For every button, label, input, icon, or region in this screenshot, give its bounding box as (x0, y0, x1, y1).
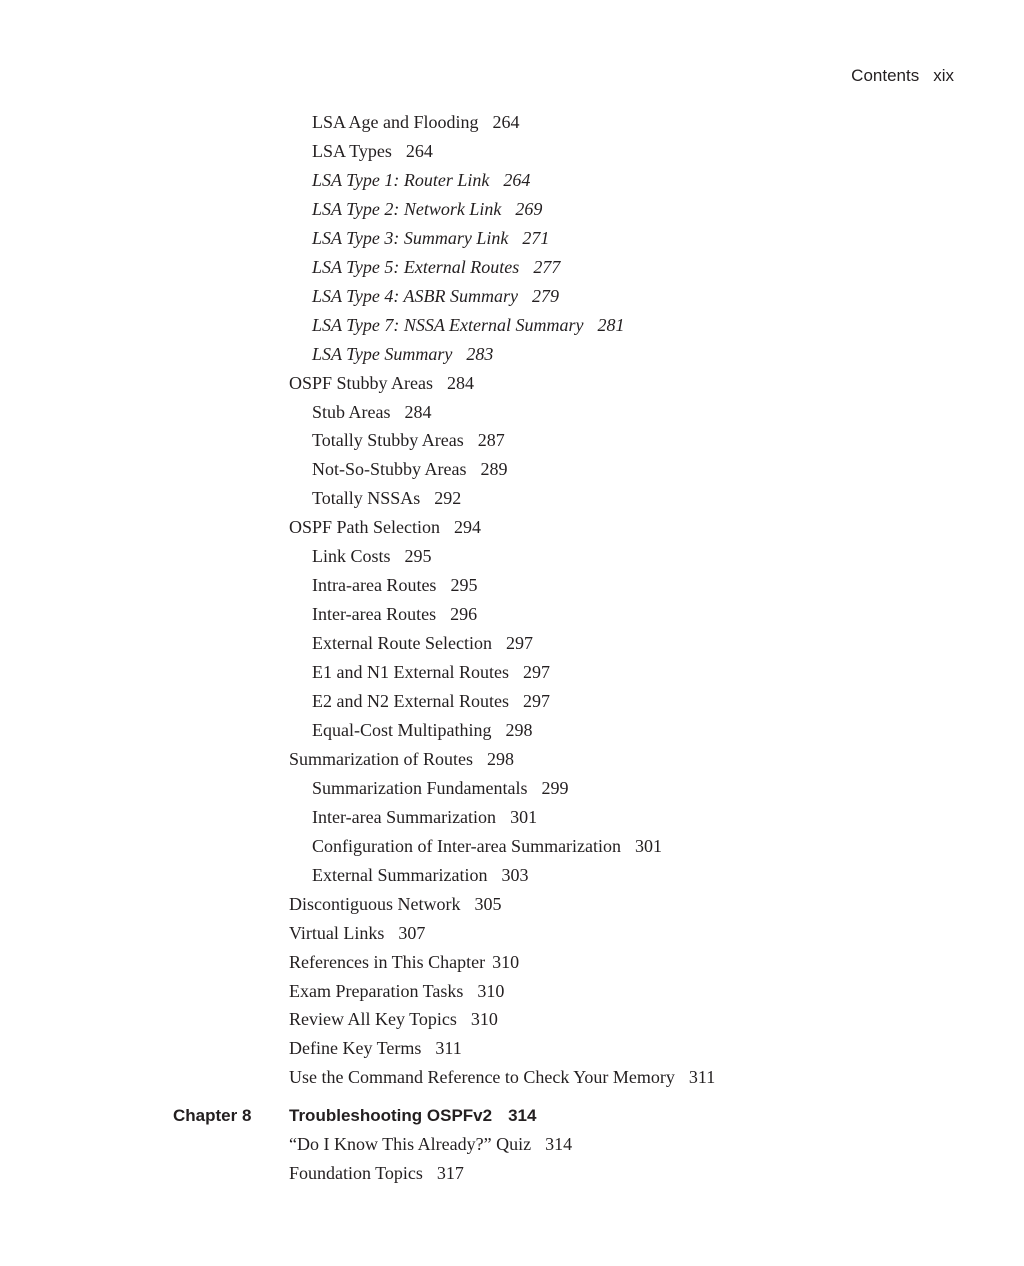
toc-entry-title: LSA Types (312, 140, 392, 161)
toc-entry (289, 948, 519, 977)
toc-entry-page: 283 (466, 343, 494, 364)
toc-entry (289, 369, 474, 398)
toc-entry-page: 295 (450, 575, 478, 596)
toc-entry (312, 108, 520, 137)
toc-entry-title: Equal-Cost Multipathing (312, 719, 492, 740)
toc-entry (289, 513, 481, 542)
toc-entry-title: Virtual Links (289, 922, 385, 943)
toc-entry (312, 629, 533, 658)
toc-entry-page: 277 (533, 256, 561, 277)
toc-entry-title: LSA Age and Flooding (312, 112, 479, 132)
toc-entry (289, 977, 504, 1006)
toc-entry-page: 294 (454, 517, 482, 538)
toc-entry-page: 299 (541, 777, 569, 798)
toc-entry-page: 301 (635, 835, 663, 856)
toc-entry-title: “Do I Know This Already?” Quiz (289, 1134, 532, 1155)
toc-entry-title: LSA Type 2: Network Link (312, 198, 502, 219)
toc-entry-title: Use the Command Reference to Check Your Memory (289, 1067, 675, 1088)
toc-entry (289, 1034, 462, 1063)
toc-entry-page: 298 (486, 748, 514, 769)
toc-entry (289, 1005, 498, 1034)
toc-entry-page: 303 (501, 864, 529, 885)
page-folio: xix (933, 66, 954, 85)
toc-entry-page: 301 (510, 806, 538, 827)
toc-entry-title: Configuration of Inter-area Summarization (312, 835, 622, 856)
toc-entry (312, 398, 432, 427)
toc-entry-page: 289 (480, 459, 508, 480)
toc-entry-title: OSPF Path Selection (289, 517, 441, 538)
toc-entry-title: Inter-area Summarization (312, 806, 497, 827)
toc-entry-title: Not-So-Stubby Areas (312, 459, 467, 480)
toc-entry (312, 166, 530, 195)
toc-entry (289, 919, 425, 948)
toc-entry-title: External Summarization (312, 864, 488, 885)
toc-entry (312, 253, 560, 282)
toc-entry-title: LSA Type 7: NSSA External Summary (312, 314, 584, 335)
toc-entry-page: 292 (434, 488, 462, 509)
toc-entry-page: 271 (522, 227, 550, 248)
toc-entry-title: Link Costs (312, 546, 391, 567)
toc-entry (312, 803, 537, 832)
chapter-title (289, 1101, 536, 1130)
toc-entry-page: 311 (688, 1067, 716, 1088)
toc-entry (312, 224, 549, 253)
toc-entry (312, 311, 624, 340)
toc-entry-page: 284 (404, 401, 432, 422)
toc-entry-page: 297 (522, 691, 550, 711)
toc-entry-title: External Route Selection (312, 633, 492, 654)
toc-entry (289, 1130, 572, 1159)
toc-entry (312, 658, 550, 687)
toc-entry-page: 287 (477, 430, 505, 451)
toc-entry-title: LSA Type 1: Router Link (312, 169, 490, 190)
toc-entry-title: Exam Preparation Tasks (289, 980, 464, 1001)
toc-entry (312, 484, 461, 513)
chapter-title-text: Troubleshooting OSPFv2 (289, 1106, 493, 1126)
toc-entry (312, 455, 508, 484)
toc-entry-title: E1 and N1 External Routes (312, 662, 509, 683)
toc-entry-page: 284 (447, 372, 475, 393)
toc-entry-page: 298 (505, 719, 533, 740)
toc-entry-title: Define Key Terms (289, 1038, 422, 1059)
toc-entry-title: Inter-area Routes (312, 604, 437, 625)
toc-entry-page: 295 (404, 546, 432, 567)
toc-entry-title: Discontiguous Network (289, 893, 461, 914)
toc-entry (312, 774, 568, 803)
toc-entry (312, 282, 559, 311)
toc-entry-title: Summarization Fundamentals (312, 777, 528, 798)
toc-entry-page: 317 (436, 1163, 464, 1184)
toc-entry (289, 1063, 715, 1092)
toc-entry (312, 426, 505, 455)
toc-entry (312, 571, 477, 600)
toc-entry (312, 716, 533, 745)
toc-entry-page: 269 (515, 198, 543, 219)
toc-entry-page: 264 (492, 112, 520, 132)
toc-entry-page: 264 (503, 169, 531, 190)
toc-entry-page: 296 (450, 604, 478, 625)
toc-entry-title: Review All Key Topics (289, 1009, 457, 1030)
toc-entry-page: 314 (545, 1134, 573, 1155)
toc-entry-page: 310 (470, 1009, 498, 1030)
toc-entry-page: 310 (477, 980, 505, 1001)
toc-entry-title: Foundation Topics (289, 1163, 423, 1184)
toc-entry (289, 745, 514, 774)
toc-entry-page: 307 (398, 922, 426, 943)
toc-entry (289, 1159, 464, 1188)
toc-entry-title: Summarization of Routes (289, 748, 473, 769)
toc-entry-title: Stub Areas (312, 401, 391, 422)
toc-entry-page: 311 (435, 1038, 462, 1059)
toc-entry (312, 542, 432, 571)
toc-entry-title: LSA Type 5: External Routes (312, 256, 520, 277)
toc-entry-title: References in This Chapter (289, 951, 486, 972)
toc-entry-title: LSA Type Summary (312, 343, 453, 364)
running-header (851, 66, 954, 86)
toc-entry-page: 264 (405, 140, 433, 161)
toc-entry (289, 890, 501, 919)
toc-entry-title: Totally NSSAs (312, 488, 421, 509)
toc-entry (312, 195, 542, 224)
toc-entry (312, 861, 528, 890)
toc-entry-title: Totally Stubby Areas (312, 430, 464, 451)
toc-entry (312, 137, 433, 166)
toc-entry-page: 297 (505, 633, 533, 654)
chapter-heading (0, 1101, 1024, 1130)
toc-entry-page: 279 (531, 285, 559, 306)
running-header-section: Contents (851, 66, 920, 85)
toc-entry (312, 832, 662, 861)
toc-entry-page: 297 (522, 662, 550, 683)
toc-entry (312, 600, 477, 629)
toc-entry-title: Intra-area Routes (312, 575, 437, 596)
toc-entry-page: 305 (474, 893, 502, 914)
toc-entry (312, 687, 550, 716)
toc-entry-page: 310 (492, 951, 520, 972)
chapter-page: 314 (508, 1106, 537, 1126)
toc-entry (312, 340, 493, 369)
toc-entry-title: E2 and N2 External Routes (312, 691, 509, 711)
toc-entry-title: LSA Type 3: Summary Link (312, 227, 509, 248)
toc-entry-page: 281 (597, 314, 625, 335)
toc-entry-title: LSA Type 4: ASBR Summary (312, 285, 518, 306)
toc-entry-title: OSPF Stubby Areas (289, 372, 434, 393)
chapter-label: Chapter 8 (173, 1106, 252, 1126)
